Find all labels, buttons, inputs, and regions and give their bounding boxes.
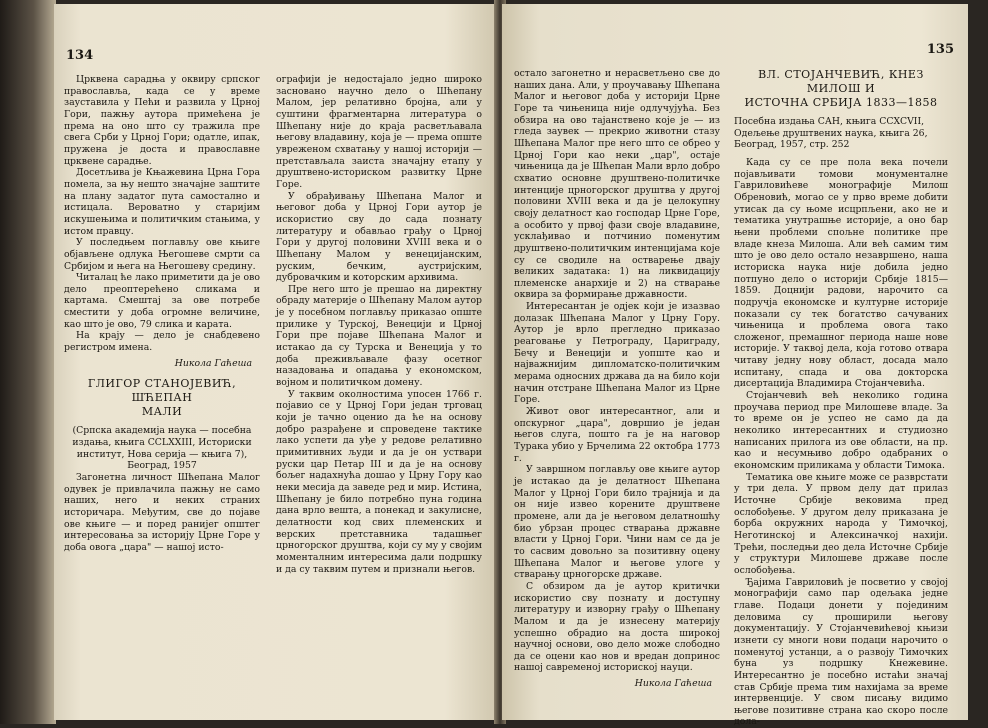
paragraph: У таквим околностима упосен 1766 г. појавио се у Црној Гори један трговац који је тачно оценио да ће на основу добро разрађене и спроведене тактике лако успети да уђе у редове релативно примитивних људи и да је он уствари руски цар Петар III и да је на основу бољег надахнућа дошао у Црну Гору као неки месија да заведе ред и мир. Истина, Шћепану је било потребно пуна година дана врло вешта, а понекад и закулисне, делатности код свих племенских и верских претставника тадашњег црногорског друштва, који су му у својим моменталним интересима дали подршку и да су таквим путем и признали његов. [276, 388, 482, 575]
review-heading [734, 68, 948, 110]
paragraph: У последњем поглављу ове књиге објављене одлука Његошеве смрти са Србијом и њега на Његошеву средину. [64, 237, 260, 272]
paragraph: Када су се пре пола века почели појављивати томови монументалне Гавриловићеве монографије Милош Обреновић, могао се у прво време добити утисак да су њоме исцрпљени, ако не и тематика унутрашње историје, а оно бар њени проблеми спољне политике пре владе кнеза Милоша. Али већ самим тим што је ово дело остало незавршено, наша историска наука није добила једно потпуно дело о историји Србије 1815—1859. Доцнији радови, нарочито са подручја економске и културне историје показали су тек богатство сачуваних чињеница и проблема овога тако сложеног, премашног периода наше нове историје. У таквој дела, која готово отвара читаву једну нову област, досада мало испитану, спада и ова докторска дисертација Владимира Стојанчевића. [734, 156, 948, 390]
paragraph: С обзиром да је аутор критички искористио сву познату и доступну литературу и изворну грађу о Шћепану Малом и да је изнесену материју успешно обрадио на доста широкој научној основи, ово дело може слободно да се оцени као нов и вредан допринос нашој савременој историској науци. [514, 580, 720, 674]
paragraph: У завршном поглављу ове књиге аутор је истакао да је делатност Шћепана Малог у Црној Гори било трајнија и да он није извео корените друштвене промене, али да је његовом делатношћу био убрзан процес стварања државне власти у Црној Гори. Чини нам се да је то сасвим довољно за позитивну оцену Шћепана Малог и његове улоге у стварању црногорске државе. [514, 464, 720, 581]
paragraph: Пре него што је прешао на директну обраду материје о Шћепану Малом аутор је у посебном поглављу приказао опште прилике у Турској, Венецији и Црној Гори пре појаве Шћепана Малог и истакао да су Турска и Венеција у то доба преживљавале фазу осетног назадовања и опадања у економском, војном и политичком домену. [276, 283, 482, 389]
right-column-2 [734, 68, 948, 728]
paragraph: Досетљива је Књажевина Црна Гора помела, за њу нешто значајне заштите на плану задатог пута самостално и истицала. Вероватно у старијим искушењима и политичким стањима, у истом правцу. [64, 167, 260, 237]
left-page-number: 134 [66, 48, 94, 63]
review-bibliography: (Српска академија наука — посебна издања, књига CCLXXIII, Историски институт, Нова серија — књига 7), Београд, 1957 [72, 425, 252, 472]
paragraph: остало загонетно и нерасветљено све до наших дана. Али, у проучавању Шћепана Малог и његовог доба у историји Црне Горе та чињеница није одлучујућа. Без обзира на ово тајанствено које је — из гледа заувек — прекрио животни стазу Шћепана Малог пре него што се обрео у Црној Гори као неки „цар", остаје чињеница да је Шћепан Мали врло добро схватио основне друштвено-политичке интенције црногорског друштва у другој половини XVIII века и да је целокупну своју делатност као господар Црне Горе, а особито у првој фази своје владавине, усклађивао и потчинио поменутим друштвено-политичким интенцијама које су се сводиле на остварење двају великих задатака: 1) на ликвидацију племенске анархије и 2) на стварање оквира за формирање државности. [514, 68, 720, 301]
paragraph: ографији је недостајало једно широко засновано научно дело о Шћепану Малом, јер релативно бројна, али у суштини фрагментарна литература о Шћепану није до краја расветљавала његову владавину, која је — према опште увреженом схватању у нашој историји — претстављала заиста значајну етапу у друштвено-историском развитку Црне Горе. [276, 74, 482, 190]
paragraph: Ђајима Гавриловић је посветио у својој монографији само пар одељака једне главе. Подаци донети у појединим деловима су проширили његову документацију. У Стојанчевићевој књизи изнети су многи нови подаци нарочито о поменутој устанци, а о развоју Тимочких буна уз подршку Кнежевине. Интересантно је посебно истаћи значај став Србије према тим нахијама за време интервенције. У свом писању видимо његове позитивне страна као скоро после дола- [734, 576, 948, 728]
signature: Никола Гаћеша [174, 357, 252, 369]
paragraph: Живот овог интересантног, али и опскурног „цара", довршио је један његов слуга, пошто га је на наговор Турака убио у Брчелима 22 октобра 1773 г. [514, 406, 720, 464]
review-heading-line: ГЛИГОР СТАНОЈЕВИЋ, ШЋЕПАН [87, 377, 237, 405]
review-heading [64, 377, 260, 419]
paragraph: Тематика ове књиге може се разврстати у три дела. У првом делу дат прилаз Источне Србије вековима пред ослобођење. У другом делу приказана је борба окружних народа у Тимочкој, Неготинској и Алексиначкој нахији. Трећи, последњи део дела Источне Србије у структури Милошеве државе после ослобођења. [734, 471, 948, 576]
paragraph: На крају — дело је снабдевено регистром имена. [64, 330, 260, 354]
right-column-1 [514, 68, 720, 690]
paragraph: Читалац ће лако приметити да је ово дело преоптерећено сликама и картама. Смештај за ове потребе сместити у доба огромне величине, као што је ово, 79 слика и карата. [64, 272, 260, 330]
left-column-1 [64, 74, 260, 554]
review-heading-line: ВЛ. СТОЈАНЧЕВИЋ, КНЕЗ МИЛОШ И [758, 68, 924, 95]
left-page [54, 4, 498, 720]
book-edge [0, 0, 56, 724]
paragraph: Црквена сарадња у оквиру српског православља, када се у време зауставила у Пећи и развила у Црној Гори, пажњу аутора примећена је према на оно што су тражила пре свега Срби у Црној Гори; одатле, ипак, пружена је доста и православне црквене сарадње. [64, 74, 260, 167]
paragraph: Интересантан је одјек који је изазвао долазак Шћепана Малог у Црну Гору. Аутор је врло прегледно приказао реаговање у Петрограду, Цариграду, Бечу и Венецији и уопште као и најважнијим дипломатско-политичким мерама односних држава да на било који начин отстране Шћепана Малог из Црне Горе. [514, 301, 720, 406]
paragraph: У обрађивању Шћепана Малог и његовог доба у Црној Гори аутор је искористио сву до сада познату литературу и обављао грађу о Црној Гори у другој половини XVIII века и о Шћепану Малом у венецијанским, руским, бечким, аустријским, дубровачким и которским архивима. [276, 190, 482, 284]
paragraph: Стојанчевић већ неколико година проучава период пре Милошеве владе. За то време он је успео не само да да неколико интересантних и студиозно написаних прилога из ове области, на пр. као и несумњиво добро одабраних о економским приликама у области Тимока. [734, 390, 948, 472]
review-bibliography: Посебна издања САН, књига CCXCVII, Одељење друштвених наука, књига 26, Београд, 1957, стр. 252 [734, 116, 928, 151]
paragraph: Загонетна личност Шћепана Малог одувек је привлачила пажњу не само наших, него и неких страних историчара. Међутим, све до појаве ове књиге — и поред ранијег општег интересовања за историју Црне Горе у доба овога „цара" — нашој исто- [64, 472, 260, 553]
left-column-2 [276, 74, 482, 575]
right-page [502, 4, 968, 728]
review-heading-line: МАЛИ [141, 405, 183, 419]
signature: Никола Гаћеша [634, 678, 712, 690]
right-page-number: 135 [926, 42, 954, 57]
review-heading-line: ИСТОЧНА СРБИЈА 1833—1858 [744, 96, 938, 109]
